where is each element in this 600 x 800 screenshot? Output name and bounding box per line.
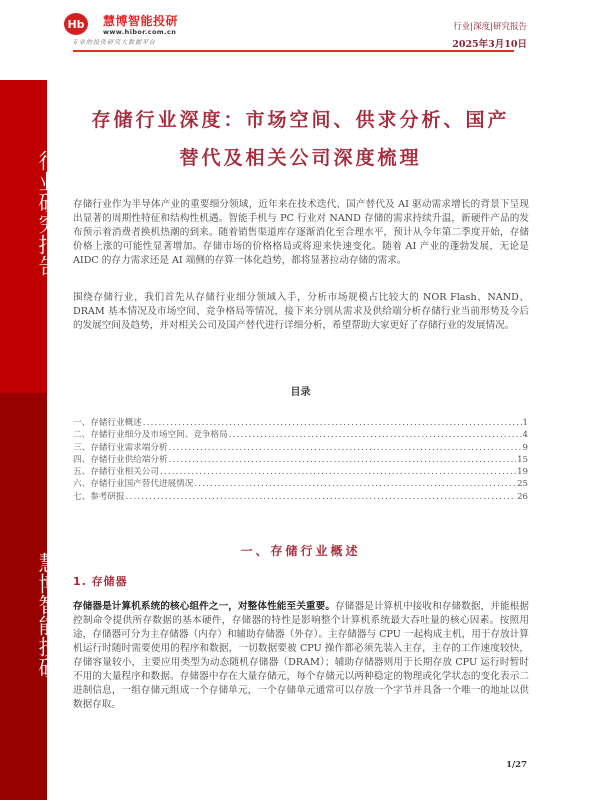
sidebar-report-label: 行业研究报告 (36, 150, 60, 276)
toc-item-label: 一、存储行业概述 (73, 418, 142, 428)
logo-url: www.hibor.com.cn (103, 28, 177, 36)
toc-item[interactable] (73, 442, 528, 454)
toc-item-label: 四、存储行业供给端分析 (73, 454, 168, 465)
sidebar-brand-label: 慧博智能投研 (36, 552, 60, 678)
section-body-text: 存储器是计算机中接收和存储数据，并能根据控制命令提供所存数据的基本硬件，存储器的特性是影响整个计算机系统最大吞吐量的核心因素。按照用途，存储器可分为主存储器（内存）和辅助存储器（外存）。主存储器与 CPU 一起构成主机，用于存放计算机运行时随时需要使用的程序和数据，一切数据要被 CPU 操作都必须先装入主存，主存的工作速度较快，存储容量较小，主要应用类型为动态随机存储器（DRAM）；辅助存储器则用于长期存放 CPU 运行时暂时不用的大量程序和数据。存储器中存在大量存储元，每个存储元以两种稳定的物理或化学状态的变化表示二进制信息，一组存储元组成一个存储单元，一个存储单元通常可以存放一个字节并具备一个唯一的地址以供数据存取。 (73, 601, 530, 710)
page-number: 1/27 (506, 760, 527, 770)
toc-leader (169, 442, 522, 454)
header-divider (73, 50, 514, 52)
toc-item[interactable] (73, 491, 528, 503)
toc-leader (194, 478, 516, 490)
intro-paragraph-2: 围绕存储行业，我们首先从存储行业细分领域入手，分析市场规模占比较大的 NOR Flash、NAND、DRAM 基本情况及市场空间、竞争格局等情况，接下来分别从需求及供给端分析存储行业当前形势及今后的发展空间及趋势，并对相关公司及国产替代进行详细分析，希望帮助大家更好了存储行业的发展情况。 (73, 292, 529, 331)
section-body (73, 600, 529, 712)
title-line-2: 替代及相关公司深度梳理 (179, 147, 422, 169)
toc-item[interactable] (73, 466, 528, 478)
toc-item-label: 二、存储行业细分及市场空间、竞争格局 (73, 430, 228, 441)
toc-leader (160, 466, 516, 478)
toc-item[interactable] (73, 454, 528, 466)
toc-item-label: 五、存储行业相关公司 (73, 467, 159, 478)
toc-item[interactable] (73, 429, 528, 441)
title-line-1: 存储行业深度：市场空间、供求分析、国产 (91, 109, 510, 131)
toc-title: 目录 (290, 387, 311, 398)
intro-paragraph-1: 存储行业作为半导体产业的重要细分领域，近年来在技术迭代、国产替代及 AI 驱动需求增长的背景下呈现出显著的周期性特征和结构性机遇。智能手机与 PC 行业对 NAND 存储的需求持续升温，新硬件产品的发布预示着消费者换机热潮的到来。随着销售渠道库存逐渐消化至合理水平，预计从今年第二季度开始，存储价格上涨的可能性显著增加。存储市场的价格格局或将迎来快速变化。随着 AI 产业的蓬勃发展，无论是 AIDC 的存力需求还是 AI 端侧的存算一体化趋势，都将显著拉动存储的需求。 (73, 199, 529, 266)
subsection-heading: 1. 存储器 (73, 575, 128, 588)
section-lead: 存储器是计算机系统的核心组件之一，对整体性能至关重要。 (73, 601, 336, 612)
toc-item[interactable] (73, 417, 528, 429)
report-type: 行业|深度|研究报告 (453, 22, 527, 32)
toc-leader (229, 429, 522, 441)
toc-leader (143, 417, 522, 429)
report-date: 2025年3月10日 (452, 39, 527, 50)
section-heading: 一、存储行业概述 (240, 544, 361, 558)
toc-item-page: 9 (522, 442, 528, 453)
page-title (73, 101, 528, 177)
toc-item[interactable] (73, 478, 528, 490)
logo-tagline: 专业的投资研究大数据平台 (72, 39, 157, 46)
toc-item-label: 六、存储行业国产替代进展情况 (73, 479, 194, 490)
table-of-contents (73, 417, 528, 503)
toc-item-label: 七、参考研报 (73, 491, 125, 502)
toc-item-page: 4 (522, 430, 528, 441)
toc-leader (169, 454, 517, 466)
toc-leader (126, 491, 516, 503)
toc-item-label: 三、存储行业需求端分析 (73, 442, 168, 453)
toc-item-page: 1 (522, 418, 528, 428)
toc-item-page: 15 (517, 454, 528, 465)
toc-item-page: 19 (517, 467, 528, 478)
logo-name: 慧博智能投研 (103, 14, 179, 28)
toc-item-page: 25 (517, 479, 528, 490)
logo-icon: Hb (64, 13, 88, 35)
toc-item-page: 26 (517, 491, 528, 502)
